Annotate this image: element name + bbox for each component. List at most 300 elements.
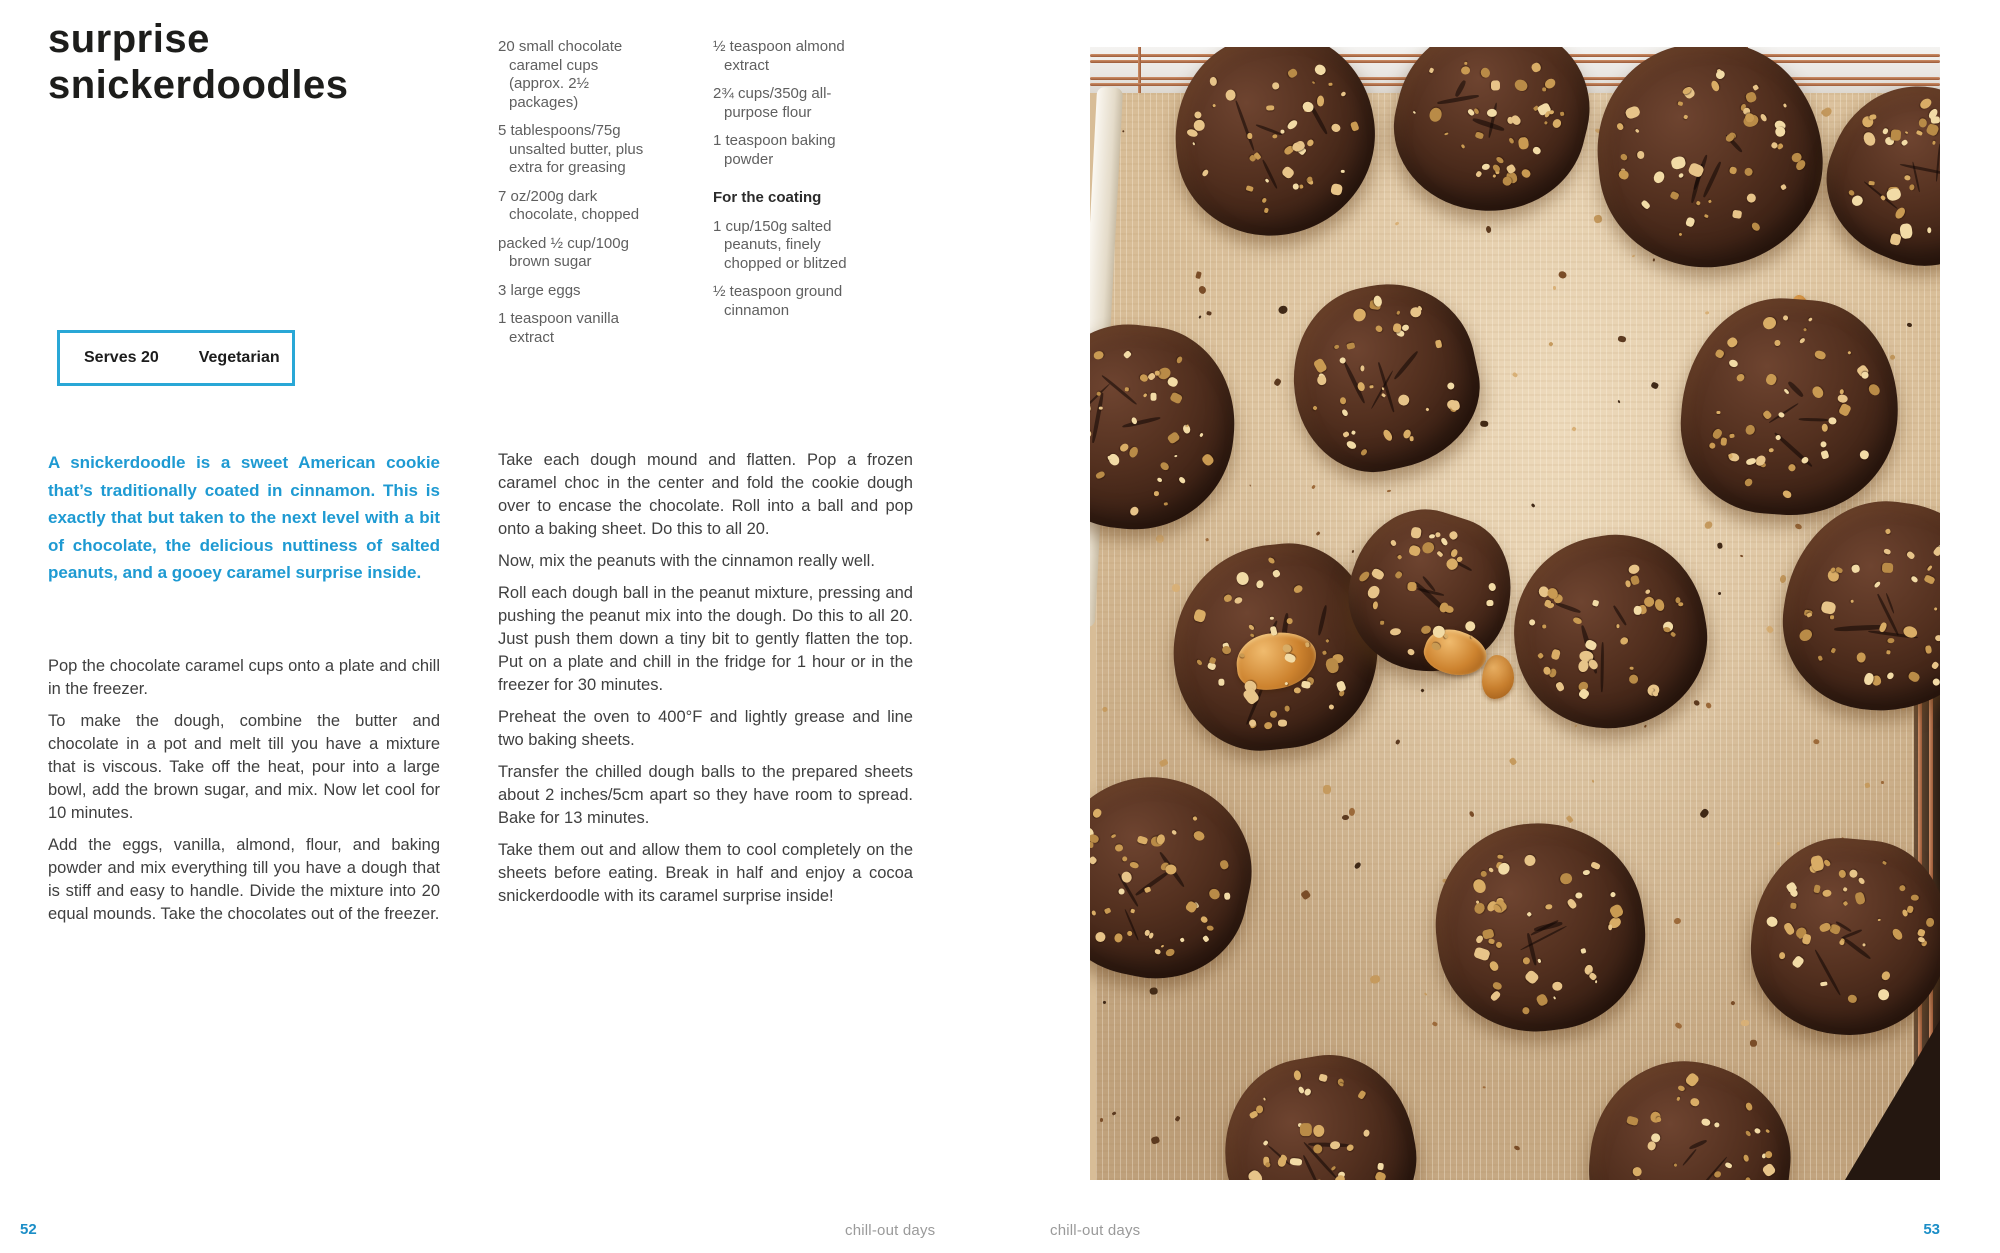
peanut-bit: [1264, 207, 1269, 213]
peanut-bit: [1820, 451, 1829, 460]
peanut-bit: [1508, 137, 1515, 144]
peanut-bit: [1435, 340, 1442, 349]
peanut-bit: [1125, 387, 1130, 391]
peanut-bit: [1653, 598, 1666, 612]
peanut-bit: [1372, 601, 1378, 610]
peanut-bit: [1673, 1162, 1678, 1167]
peanut-bit: [1858, 877, 1866, 886]
peanut-bit: [1176, 356, 1183, 364]
peanut-bit: [1843, 900, 1848, 905]
peanut-bit: [1876, 987, 1891, 1002]
peanut-bit: [1307, 176, 1313, 181]
peanut-bit: [1728, 166, 1737, 175]
peanut-bit: [1684, 1071, 1701, 1088]
peanut-bit: [1700, 1117, 1711, 1127]
peanut-bit: [1497, 854, 1503, 859]
peanut-bit: [1930, 116, 1940, 124]
peanut-bit: [1224, 892, 1230, 900]
peanut-bit: [1174, 454, 1177, 457]
peanut-bit: [1932, 140, 1936, 145]
peanut-bit: [1859, 449, 1869, 459]
crumb: [1741, 1020, 1749, 1026]
peanut-bit: [1164, 947, 1176, 957]
cookie-crack: [1689, 1138, 1708, 1150]
peanut-bit: [1345, 440, 1357, 451]
peanut-bit: [1128, 505, 1140, 517]
peanut-bit: [1663, 626, 1671, 632]
peanut-bit: [1312, 405, 1318, 411]
peanut-bit: [1528, 619, 1535, 626]
peanut-bit: [1270, 626, 1278, 636]
peanut-bit: [1618, 636, 1629, 646]
peanut-bit: [1091, 807, 1102, 819]
peanut-bit: [1582, 869, 1590, 875]
peanut-bit: [1263, 1097, 1266, 1101]
peanut-bit: [1885, 671, 1895, 681]
peanut-bit: [1090, 855, 1098, 865]
peanut-bit: [1670, 191, 1680, 201]
peanut-bit: [1487, 108, 1498, 117]
peanut-bit: [1775, 127, 1786, 138]
peanut-bit: [1839, 403, 1852, 417]
peanut-bit: [1495, 156, 1505, 165]
peanut-bit: [1103, 907, 1111, 914]
peanut-bit: [1838, 869, 1847, 879]
peanut-bit: [1446, 382, 1455, 391]
peanut-bit: [1837, 393, 1848, 402]
peanut-bit: [1735, 372, 1746, 383]
peanut-bit: [1475, 131, 1485, 139]
peanut-bit: [1299, 184, 1304, 189]
peanut-bit: [1609, 903, 1625, 919]
peanut-bit: [1887, 650, 1891, 655]
peanut-bit: [1314, 1125, 1325, 1137]
coating-heading: For the coating: [713, 189, 822, 206]
peanut-bit: [1407, 648, 1416, 656]
peanut-bit: [1710, 79, 1721, 92]
peanut-bit: [1294, 688, 1301, 694]
peanut-bit: [1524, 969, 1540, 985]
peanut-bit: [1358, 570, 1372, 584]
crumb: [1348, 808, 1354, 816]
peanut-bit: [1572, 616, 1583, 625]
peanut-bit: [1144, 886, 1151, 893]
running-foot-left: chill-out days: [845, 1222, 936, 1239]
peanut-bit: [1838, 939, 1844, 945]
peanut-bit: [1743, 478, 1753, 488]
peanut-bit: [1118, 889, 1125, 895]
peanut-bit: [1646, 1141, 1656, 1151]
peanut-bit: [1153, 948, 1161, 956]
peanut-bit: [1730, 434, 1735, 439]
peanut-bit: [1247, 133, 1252, 139]
peanut-bit: [1267, 557, 1276, 566]
page-number-left: 52: [20, 1221, 37, 1238]
peanut-bit: [1381, 393, 1385, 397]
peanut-bit: [1375, 324, 1384, 333]
peanut-bit: [1882, 861, 1887, 865]
peanut-bit: [1351, 306, 1368, 323]
method-paragraph: Preheat the oven to 400°F and lightly grease and line two baking sheets.: [498, 708, 913, 749]
peanut-bit: [1475, 170, 1483, 178]
cookie-crack: [1124, 909, 1139, 941]
peanut-bit: [1193, 119, 1205, 131]
peanut-bit: [1369, 385, 1373, 389]
peanut-bit: [1619, 153, 1628, 162]
peanut-bit: [1862, 130, 1878, 147]
peanut-bit: [1382, 429, 1394, 443]
peanut-bit: [1110, 833, 1116, 838]
peanut-bit: [1518, 136, 1529, 149]
peanut-bit: [1361, 366, 1365, 372]
peanut-bit: [1264, 722, 1273, 730]
peanut-bit: [1903, 175, 1910, 181]
crumb: [1864, 782, 1870, 788]
crumb: [1777, 842, 1781, 845]
peanut-bit: [1676, 1096, 1681, 1101]
peanut-bit: [1492, 981, 1503, 991]
peanut-bit: [1463, 619, 1477, 633]
peanut-bit: [1247, 1169, 1265, 1180]
peanut-bit: [1357, 1089, 1366, 1099]
peanut-bit: [1873, 580, 1881, 588]
peanut-bit: [1781, 489, 1792, 499]
peanut-bit: [1678, 232, 1682, 236]
ingredient-item: packed ½ cup/100g brown sugar: [498, 234, 629, 270]
peanut-bit: [1331, 123, 1342, 134]
peanut-bit: [1761, 1162, 1777, 1178]
ingredients-column-2: [713, 38, 873, 330]
peanut-bit: [1336, 680, 1347, 692]
peanut-bit: [1221, 645, 1232, 655]
peanut-bit: [1576, 892, 1583, 899]
peanut-bit: [1313, 358, 1328, 374]
peanut-bit: [1746, 192, 1757, 203]
recipe-title: surprise snickerdoodles: [48, 17, 349, 107]
peanut-bit: [1166, 376, 1179, 389]
peanut-bit: [1522, 956, 1532, 966]
peanut-bit: [1935, 634, 1940, 641]
peanut-bit: [1255, 579, 1264, 589]
peanut-bit: [1782, 315, 1789, 322]
peanut-bit: [1317, 375, 1327, 385]
peanut-bit: [1286, 67, 1298, 79]
peanut-bit: [1566, 898, 1577, 910]
peanut-bit: [1707, 199, 1711, 203]
peanut-bit: [1118, 442, 1129, 453]
peanut-bit: [1407, 543, 1421, 556]
peanut-bit: [1270, 617, 1274, 620]
peanut-bit: [1286, 119, 1299, 131]
peanut-bit: [1322, 650, 1327, 655]
peanut-bit: [1126, 930, 1133, 937]
peanut-bit: [1131, 909, 1136, 914]
peanut-bit: [1312, 81, 1316, 85]
peanut-bit: [1192, 829, 1206, 842]
peanut-bit: [1765, 1151, 1773, 1159]
copper-rack-wire: [1138, 47, 1141, 93]
peanut-bit: [1325, 639, 1329, 643]
cookie-crack: [1799, 418, 1829, 422]
peanut-bit: [1233, 596, 1243, 605]
cookie-crack: [1262, 159, 1279, 190]
peanut-bit: [1169, 392, 1183, 405]
peanut-bit: [1488, 938, 1495, 944]
cookie-crack: [1787, 381, 1804, 399]
peanut-bit: [1820, 600, 1837, 615]
peanut-bit: [1917, 130, 1924, 135]
peanut-bit: [1362, 1129, 1370, 1138]
cookie-crack: [1101, 375, 1137, 406]
peanut-bit: [1156, 834, 1166, 845]
peanut-bit: [1091, 910, 1096, 916]
peanut-bit: [1407, 582, 1416, 591]
peanut-bit: [1784, 388, 1790, 394]
peanut-bit: [1542, 88, 1546, 92]
peanut-bit: [1580, 948, 1587, 954]
peanut-bit: [1293, 183, 1299, 190]
peanut-bit: [1810, 855, 1824, 872]
peanut-bit: [1817, 655, 1822, 661]
cookie-crack: [1841, 936, 1872, 961]
peanut-bit: [1339, 1083, 1343, 1087]
peanut-bit: [1788, 888, 1799, 899]
peanut-bit: [1743, 167, 1753, 177]
recipe-photo: [1090, 47, 1940, 1180]
peanut-bit: [1780, 184, 1787, 191]
peanut-bit: [1317, 96, 1325, 107]
peanut-bit: [1342, 430, 1350, 438]
peanut-bit: [1854, 891, 1866, 905]
cookie-crack: [1613, 605, 1627, 625]
peanut-bit: [1137, 835, 1148, 844]
peanut-bit: [1868, 180, 1874, 184]
ingredient-item: 2¾ cups/350g all-purpose flour: [713, 85, 832, 121]
peanut-bit: [1882, 563, 1894, 574]
peanut-bit: [1300, 1123, 1312, 1136]
peanut-bit: [1878, 621, 1888, 633]
peanut-bit: [1428, 106, 1443, 123]
peanut-bit: [1635, 128, 1640, 133]
peanut-bit: [1425, 407, 1429, 411]
peanut-bit: [1774, 340, 1780, 347]
peanut-bit: [1487, 960, 1499, 972]
peanut-bit: [1932, 546, 1940, 557]
ingredient-item: ½ teaspoon ground cinnamon: [713, 283, 843, 319]
peanut-bit: [1918, 97, 1933, 111]
peanut-bit: [1378, 1163, 1384, 1170]
peanut-bit: [1640, 199, 1651, 210]
peanut-bit: [1714, 349, 1724, 360]
peanut-bit: [1862, 943, 1865, 946]
peanut-bit: [1481, 871, 1488, 878]
peanut-bit: [1450, 400, 1461, 411]
peanut-bit: [1249, 624, 1256, 631]
peanut-bit: [1481, 163, 1490, 171]
peanut-bit: [1366, 583, 1382, 600]
peanut-bit: [1678, 173, 1684, 179]
peanut-bit: [1829, 615, 1833, 619]
ingredients-column-1: [498, 38, 656, 357]
peanut-bit: [1626, 1116, 1638, 1126]
peanut-bit: [1551, 118, 1562, 129]
peanut-bit: [1202, 169, 1210, 178]
peanut-bit: [1192, 142, 1196, 146]
ingredient-item: 1 teaspoon baking powder: [713, 132, 836, 168]
peanut-bit: [1726, 336, 1740, 349]
peanut-bit: [1153, 491, 1158, 496]
ingredient-item: ½ teaspoon almond extract: [713, 38, 845, 74]
peanut-bit: [1199, 915, 1208, 924]
peanut-bit: [1280, 165, 1295, 180]
peanut-bit: [1759, 114, 1767, 123]
peanut-bit: [1927, 227, 1931, 233]
peanut-bit: [1822, 423, 1829, 432]
cookie-crack: [1682, 1148, 1697, 1166]
peanut-bit: [1192, 815, 1197, 821]
method-paragraph: Transfer the chilled dough balls to the prepared sheets about 2 inches/5cm apart so they have room to spread. Bake for 13 minutes.: [498, 763, 913, 827]
peanut-bit: [1437, 551, 1444, 558]
peanut-bit: [1163, 501, 1167, 505]
peanut-bit: [1926, 917, 1935, 927]
peanut-bit: [1630, 666, 1634, 669]
peanut-bit: [1752, 84, 1759, 91]
peanut-bit: [1886, 187, 1902, 201]
peanut-bit: [1644, 588, 1651, 595]
recipe-intro: A snickerdoodle is a sweet American cookie that’s traditionally coated in cinnamon. This is exactly that but taken to the next level with a bit of chocolate, the delicious nuttiness of salted peanuts, and a gooey caramel surprise inside.: [48, 453, 440, 582]
peanut-bit: [1560, 112, 1564, 117]
peanut-bit: [1166, 432, 1180, 445]
peanut-bit: [1754, 1128, 1761, 1134]
peanut-bit: [1628, 563, 1641, 575]
peanut-bit: [1280, 130, 1284, 134]
peanut-bit: [1461, 66, 1470, 75]
cookie-crack: [1841, 928, 1862, 939]
peanut-bit: [1235, 570, 1250, 586]
peanut-bit: [1318, 1074, 1327, 1083]
peanut-bit: [1520, 168, 1532, 179]
peanut-bit: [1624, 104, 1641, 120]
peanut-bit: [1877, 919, 1881, 922]
peanut-bit: [1927, 565, 1933, 572]
peanut-bit: [1745, 1130, 1751, 1137]
peanut-bit: [1587, 658, 1599, 671]
peanut-bit: [1916, 928, 1925, 937]
peanut-bit: [1360, 448, 1368, 456]
peanut-bit: [1246, 185, 1254, 192]
peanut-bit: [1633, 1178, 1643, 1180]
method-paragraph: To make the dough, combine the butter and chocolate in a pot and melt till you have a mixture that is viscous. Take off the heat, pour into a large bowl, add the brown sugar, and mix. Now let cool for 10 minutes.: [48, 712, 440, 822]
peanut-bit: [1629, 674, 1639, 684]
peanut-bit: [1869, 114, 1877, 121]
peanut-bit: [1225, 89, 1236, 101]
cookie-crack: [1814, 948, 1842, 996]
peanut-bit: [1206, 925, 1214, 931]
peanut-bit: [1770, 141, 1778, 149]
method-paragraph: Pop the chocolate caramel cups onto a plate and chill in the freezer.: [48, 657, 440, 698]
ingredient-item: 20 small chocolate caramel cups (approx. 2½ packages): [498, 38, 623, 111]
crumb: [1890, 355, 1895, 360]
peanut-bit: [1487, 600, 1494, 607]
peanut-bit: [1218, 679, 1225, 686]
peanut-bit: [1889, 233, 1901, 246]
peanut-bit: [1791, 955, 1805, 969]
peanut-bit: [1933, 607, 1937, 611]
peanut-bit: [1766, 915, 1780, 928]
peanut-bit: [1328, 83, 1332, 86]
peanut-bit: [1115, 844, 1123, 852]
peanut-bit: [1212, 104, 1217, 109]
peanut-bit: [1301, 680, 1312, 689]
peanut-bit: [1911, 576, 1919, 584]
peanut-bit: [1553, 996, 1557, 1000]
peanut-bit: [1887, 637, 1894, 643]
peanut-bit: [1911, 895, 1919, 901]
peanut-bit: [1724, 1161, 1733, 1168]
peanut-bit: [1765, 373, 1778, 387]
cookie-crack: [1123, 416, 1161, 429]
peanut-bit: [1202, 935, 1210, 943]
peanut-bit: [1745, 1102, 1753, 1112]
peanut-bit: [1129, 862, 1139, 870]
peanut-bit: [1609, 892, 1616, 899]
peanut-bit: [1490, 990, 1502, 1002]
peanut-bit: [1883, 548, 1891, 555]
peanut-bit: [1548, 110, 1554, 115]
peanut-bit: [1090, 429, 1091, 438]
ingredient-item: 1 teaspoon vanilla extract: [498, 310, 619, 346]
peanut-bit: [1906, 905, 1914, 914]
page-number-right: 53: [1923, 1221, 1940, 1238]
peanut-bit: [1313, 62, 1328, 77]
peanut-bit: [1460, 143, 1465, 148]
method-column-2: [498, 449, 913, 917]
peanut-bit: [1715, 69, 1727, 81]
peanut-bit: [1487, 867, 1494, 874]
cookie-crack: [1555, 602, 1581, 614]
peanut-bit: [1171, 829, 1178, 836]
peanut-bit: [1555, 682, 1565, 693]
cookie-crack: [1601, 642, 1605, 692]
peanut-bit: [1374, 1171, 1386, 1180]
peanut-bit: [1371, 568, 1386, 581]
peanut-bit: [1340, 91, 1346, 97]
peanut-bit: [1891, 927, 1904, 941]
peanut-bit: [1890, 129, 1901, 140]
peanut-bit: [1720, 437, 1727, 446]
peanut-bit: [1331, 183, 1344, 196]
method-paragraph: Add the eggs, vanilla, almond, flour, and baking powder and mix everything till you have a dough that is stiff and easy to handle. Divide the mixture into 20 equal mounds. Take the chocolates out of the freezer.: [48, 836, 440, 923]
peanut-bit: [1278, 720, 1288, 727]
peanut-bit: [1617, 624, 1620, 628]
peanut-bit: [1714, 1171, 1722, 1179]
peanut-bit: [1193, 609, 1207, 624]
peanut-bit: [1303, 1088, 1312, 1097]
peanut-bit: [1745, 91, 1758, 104]
peanut-bit: [1885, 528, 1892, 535]
peanut-bit: [1121, 855, 1128, 862]
peanut-bit: [1797, 627, 1814, 643]
peanut-bit: [1690, 1097, 1701, 1108]
peanut-bit: [1290, 1158, 1302, 1166]
peanut-bit: [1633, 1166, 1643, 1177]
cookie-crack: [1696, 1156, 1728, 1180]
peanut-bit: [1448, 530, 1459, 541]
peanut-bit: [1768, 447, 1774, 452]
peanut-bit: [1905, 131, 1909, 134]
peanut-bit: [1535, 993, 1549, 1008]
peanut-bit: [1808, 317, 1813, 322]
